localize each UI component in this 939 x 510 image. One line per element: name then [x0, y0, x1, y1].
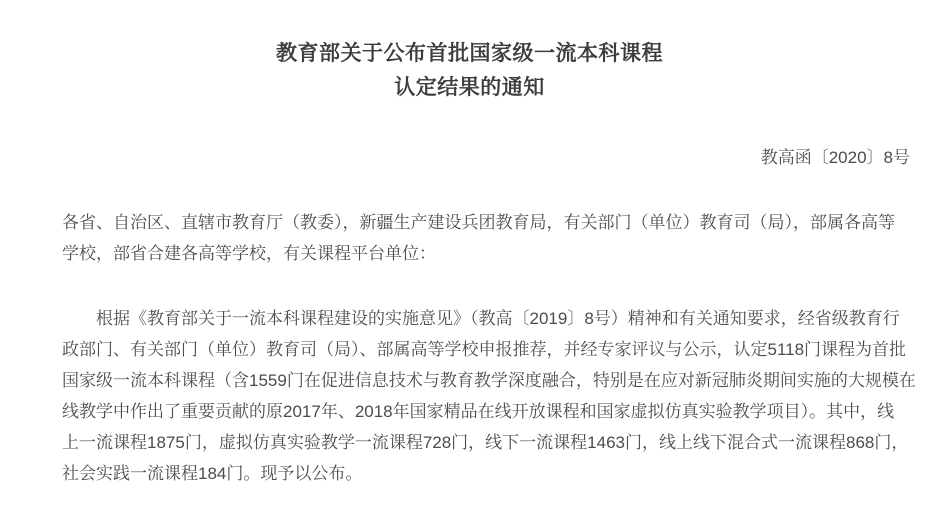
document-title	[0, 37, 939, 105]
addressee-paragraph	[62, 207, 910, 269]
document-number: 教高函〔2020〕8号	[760, 148, 910, 167]
document-body	[0, 142, 939, 489]
text-line: 政部门、有关部门（单位）教育司（局）、部属高等学校申报推荐，并经专家评议与公示，认定5118门课程为首批	[62, 340, 907, 359]
text-line: 线教学中作出了重要贡献的原2017年、2018年国家精品在线开放课程和国家虚拟仿真实验教学项目）。其中，线	[62, 402, 895, 421]
text-line: 国家级一流本科课程（含1559门在促进信息技术与教育教学深度融合，特别是在应对新冠肺炎期间实施的大规模在	[62, 371, 916, 390]
text-line: 各省、自治区、直辖市教育厅（教委），新疆生产建设兵团教育局，有关部门（单位）教育司（局），部属各高等	[62, 213, 895, 232]
document-title-line-1: 教育部关于公布首批国家级一流本科课程	[276, 42, 663, 65]
document-title-line-2: 认定结果的通知	[394, 76, 545, 99]
text-line: 根据《教育部关于一流本科课程建设的实施意见》（教高〔2019〕8号）精神和有关通知要求，经省级教育行	[96, 309, 900, 328]
text-line: 上一流课程1875门，虚拟仿真实验教学一流课程728门，线下一流课程1463门，线上线下混合式一流课程868门，	[62, 433, 909, 452]
main-body-paragraph	[62, 303, 916, 489]
text-line: 学校，部省合建各高等学校，有关课程平台单位：	[62, 244, 436, 263]
text-line: 社会实践一流课程184门。现予以公布。	[62, 464, 363, 483]
